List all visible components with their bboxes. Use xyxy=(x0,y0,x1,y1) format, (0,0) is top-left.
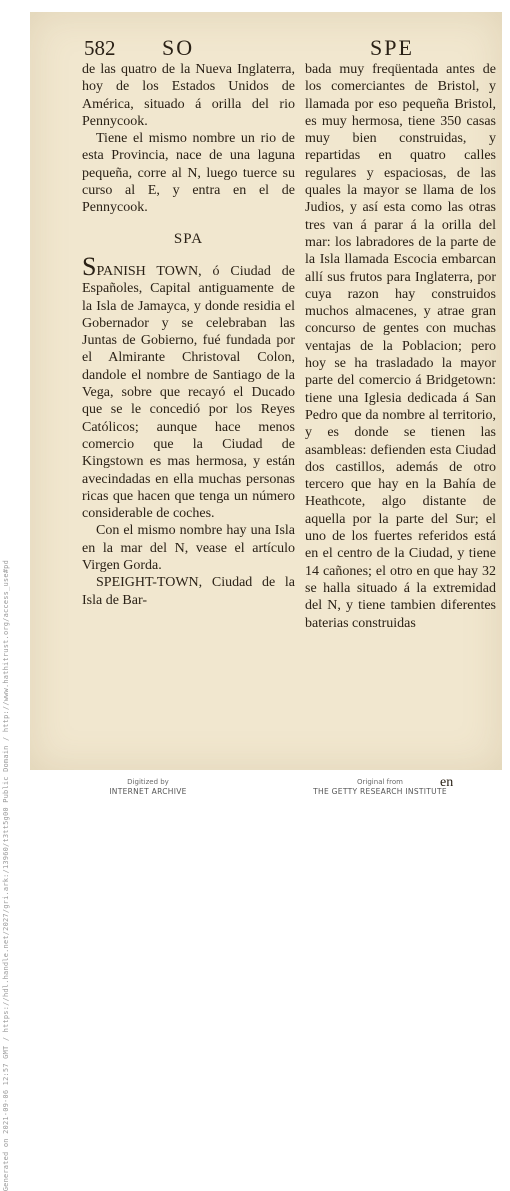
paragraph: de las quatro de la Nueva Inglaterra, hoy de los Estados Unidos de América, situado á orilla del rio Pennycook. xyxy=(82,62,295,129)
entry-spanish-town: SPANISH TOWN, ó Ciudad de Españoles, Capital antiguamente de la Isla de Jamayca, y donde residia el Gobernador y se celebraban las Juntas de Gobierno, fué fundada por el Almirante Christoval Colon, dandole el nombre de Santiago de la Vega, sobre que recayó el Ducado que se le concedió por los Reyes Católicos; aunque hace menos comercio que la Ciudad de Kingstown es mas hermosa, y están avecindadas en ella muchas personas ricas que hacen que tenga un número considerable de coches. xyxy=(82,251,295,522)
footer-left-line2: INTERNET ARCHIVE xyxy=(109,787,187,796)
hathitrust-sidebar xyxy=(0,0,18,1191)
paragraph: bada muy freqüentada antes de los comerciantes de Bristol, y llamada por eso pequeña Bristol, es muy hermosa, tiene 350 casas muy bien construidas, y repartidas en quatro calles regulares y espaciosas, de las quales la mayor se llama de los Judios, y así esta como las otras tres van á parar á la orilla del mar: los labradores de la parte de la Isla llamada Escocia embarcan allí sus frutos para Inglaterra, por cuya razon hay construidos muchos almacenes, y atrae gran concurso de gentes con muchas ventajas de la Poblacion; pero hoy se ha trasladado la mayor parte del comercio á Bridgetown: tiene una Iglesia dedicada á San Pedro que da nombre al territorio, y es donde se tienen las asambleas: defienden esta Ciudad dos castillos, además de otro tercero que hay en la Bahía de Heathcote, algo distante de aquella por la parte del Sur; el uno de los fuertes referidos está en el centro de la Ciudad, y tiene 14 cañones; el otro en que hay 32 se halla situado á la extremidad del N, y tiene tambien diferentes baterias construidas xyxy=(305,62,496,631)
original-from-credit xyxy=(300,778,460,796)
footer-right-line1: Original from xyxy=(357,778,403,786)
paragraph: Con el mismo nombre hay una Isla en la mar del N, vease el artículo Virgen Gorda. xyxy=(82,523,295,574)
running-head-left: SO xyxy=(162,35,195,60)
left-column xyxy=(82,61,295,609)
right-column xyxy=(305,61,496,632)
footer-right-line2: THE GETTY RESEARCH INSTITUTE xyxy=(313,787,447,796)
sidebar-generated-text: Generated on 2021-09-06 12:57 GMT / https://hdl.handle.net/2027/gri.ark:/13960/t3tt5g00 Public Domain / http://www.hathitrust.org/access_use#pd xyxy=(2,560,10,1191)
entry-speight-town: SPEIGHT-TOWN, Ciudad de la Isla de Bar- xyxy=(82,575,295,608)
digitized-by-credit xyxy=(88,778,208,796)
footer-left-line1: Digitized by xyxy=(127,778,169,786)
page-footer xyxy=(0,776,510,800)
paragraph: Tiene el mismo nombre un rio de esta Provincia, nace de una laguna pequeña, corre al N, luego tuerce su curso al E, y entra en el de Pennycook. xyxy=(82,131,295,216)
page-number: 582 xyxy=(84,36,116,60)
book-page xyxy=(30,12,502,770)
running-head-right: SPE xyxy=(370,35,414,60)
section-heading: SPA xyxy=(173,230,204,247)
catchword: en xyxy=(440,775,454,790)
